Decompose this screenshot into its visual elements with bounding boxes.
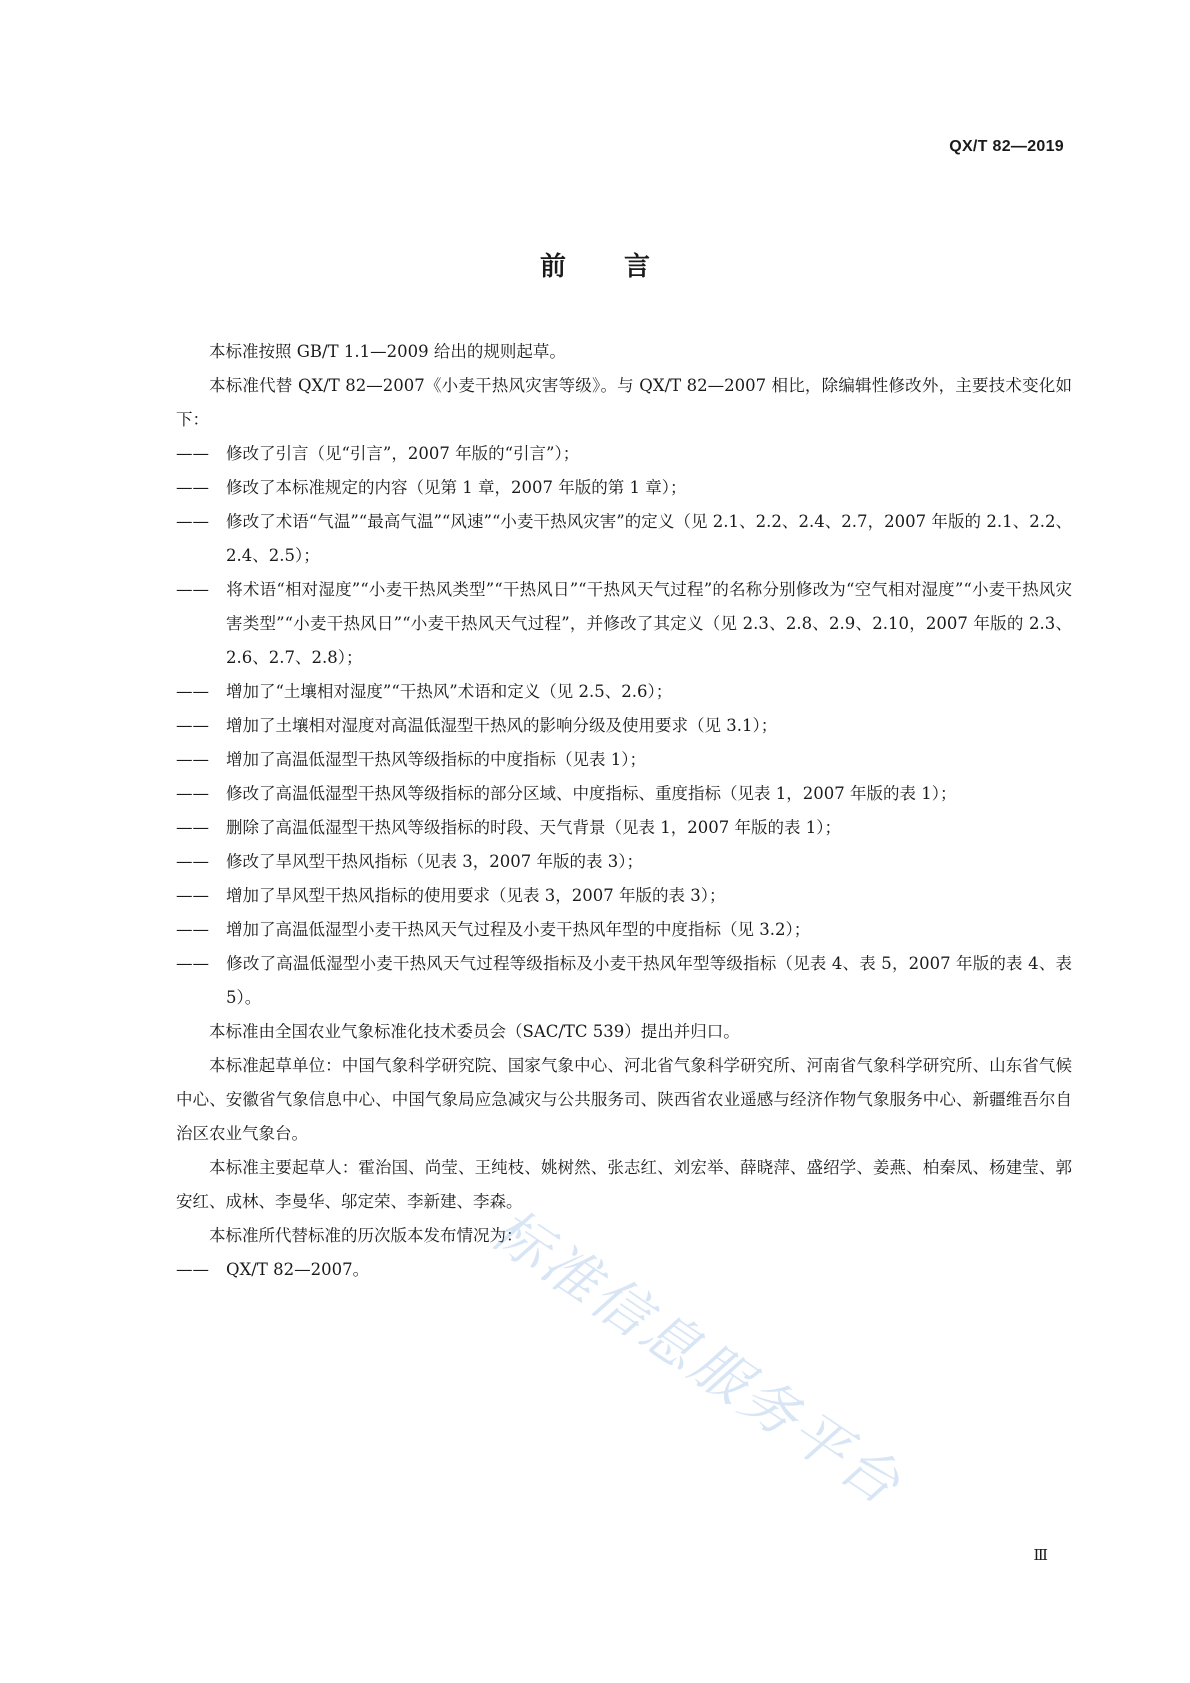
dash-marker: ——	[176, 682, 209, 701]
dash-marker: ——	[176, 444, 209, 463]
paragraph: 本标准所代替标准的历次版本发布情况为：	[209, 1226, 523, 1245]
page-number: Ⅲ	[1033, 1546, 1048, 1564]
page-title: 前言	[539, 252, 708, 282]
list-item	[176, 505, 1072, 573]
dash-marker: ——	[176, 580, 209, 599]
dash-marker: ——	[176, 716, 209, 735]
document-body	[176, 335, 1072, 1287]
list-item	[176, 913, 1072, 947]
list-item	[176, 709, 1072, 743]
list-item	[176, 777, 1072, 811]
list-item	[176, 879, 1072, 913]
list-item-text: QX/T 82—2007。	[226, 1260, 370, 1279]
dash-marker: ——	[176, 1260, 209, 1279]
dash-marker: ——	[176, 818, 209, 837]
standard-code: QX/T 82—2019	[949, 138, 1064, 155]
list-item-text: 增加了土壤相对湿度对高温低湿型干热风的影响分级及使用要求（见 3.1）；	[226, 716, 778, 735]
list-item-text: 将术语“相对湿度”“小麦干热风类型”“干热风日”“干热风天气过程”的名称分别修改为“空气相对湿度”“小麦干热风灾害类型”“小麦干热风日”“小麦干热风天气过程”，并修改了其定义（见 2.3、2.8、2.9、2.10，2007 年版的 2.3、2.6、2.7、2.8）；	[226, 580, 1072, 667]
list-item	[176, 1253, 1072, 1287]
list-item-text: 修改了旱风型干热风指标（见表 3，2007 年版的表 3）；	[226, 852, 643, 871]
change-list	[176, 437, 1072, 1015]
list-item-text: 增加了“土壤相对湿度”“干热风”术语和定义（见 2.5、2.6）；	[226, 682, 673, 701]
list-item-text: 增加了高温低湿型小麦干热风天气过程及小麦干热风年型的中度指标（见 3.2）；	[226, 920, 811, 939]
list-item	[176, 947, 1072, 1015]
list-item	[176, 573, 1072, 675]
dash-marker: ——	[176, 886, 209, 905]
paragraph: 本标准代替 QX/T 82—2007《小麦干热风灾害等级》。与 QX/T 82—2007 相比，除编辑性修改外，主要技术变化如下：	[176, 376, 1072, 429]
list-item-text: 增加了旱风型干热风指标的使用要求（见表 3，2007 年版的表 3）；	[226, 886, 726, 905]
paragraph: 本标准按照 GB/T 1.1—2009 给出的规则起草。	[209, 342, 566, 361]
list-item-text: 修改了术语“气温”“最高气温”“风速”“小麦干热风灾害”的定义（见 2.1、2.2、2.4、2.7，2007 年版的 2.1、2.2、2.4、2.5）；	[226, 512, 1072, 565]
list-item	[176, 471, 1072, 505]
dash-marker: ——	[176, 954, 209, 973]
list-item-text: 修改了引言（见“引言”，2007 年版的“引言”）；	[226, 444, 580, 463]
dash-marker: ——	[176, 478, 209, 497]
watermark: 标准信息服务平台	[479, 1196, 914, 1520]
list-item	[176, 437, 1072, 471]
dash-marker: ——	[176, 784, 209, 803]
dash-marker: ——	[176, 750, 209, 769]
list-item-text: 修改了高温低湿型干热风等级指标的部分区域、中度指标、重度指标（见表 1，2007 年版的表 1）；	[226, 784, 957, 803]
dash-marker: ——	[176, 512, 209, 531]
list-item	[176, 845, 1072, 879]
list-item-text: 增加了高温低湿型干热风等级指标的中度指标（见表 1）；	[226, 750, 646, 769]
list-item-text: 删除了高温低湿型干热风等级指标的时段、天气背景（见表 1，2007 年版的表 1）；	[226, 818, 841, 837]
list-item	[176, 743, 1072, 777]
paragraph: 本标准主要起草人：霍治国、尚莹、王纯枝、姚树然、张志红、刘宏举、薛晓萍、盛绍学、姜燕、柏秦凤、杨建莹、郭安红、成林、李曼华、邬定荣、李新建、李森。	[176, 1158, 1072, 1211]
dash-marker: ——	[176, 852, 209, 871]
list-item-text: 修改了本标准规定的内容（见第 1 章，2007 年版的第 1 章）；	[226, 478, 687, 497]
paragraph: 本标准由全国农业气象标准化技术委员会（SAC/TC 539）提出并归口。	[209, 1022, 740, 1041]
list-item	[176, 675, 1072, 709]
dash-marker: ——	[176, 920, 209, 939]
list-item-text: 修改了高温低湿型小麦干热风天气过程等级指标及小麦干热风年型等级指标（见表 4、表 5，2007 年版的表 4、表 5）。	[226, 954, 1072, 1007]
list-item	[176, 811, 1072, 845]
paragraph: 本标准起草单位：中国气象科学研究院、国家气象中心、河北省气象科学研究所、河南省气象科学研究所、山东省气候中心、安徽省气象信息中心、中国气象局应急减灾与公共服务司、陕西省农业遥感与经济作物气象服务中心、新疆维吾尔自治区农业气象台。	[176, 1056, 1072, 1143]
